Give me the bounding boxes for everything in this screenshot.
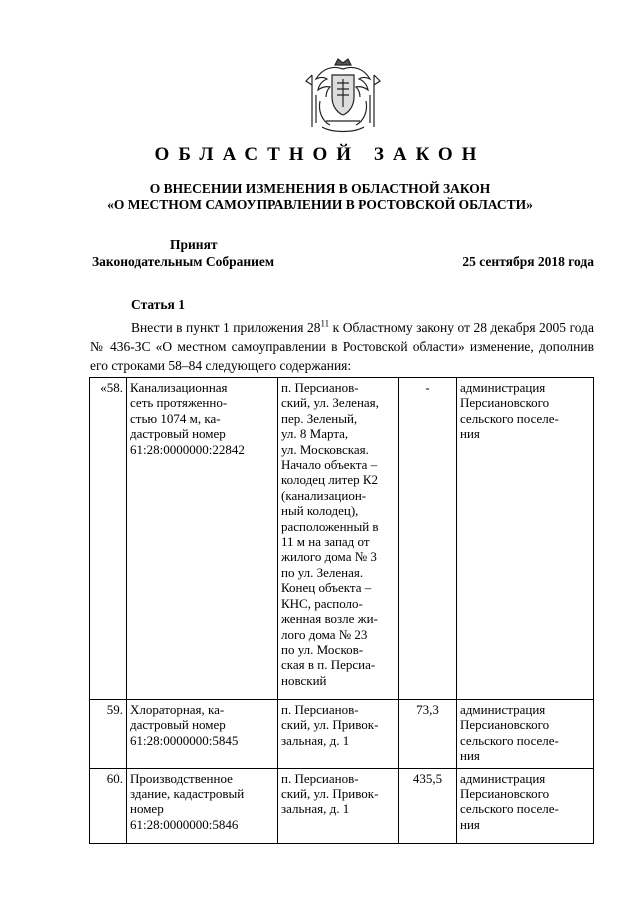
object-address-line: ский, ул. Привок- (281, 717, 379, 733)
law-title: ОБЛАСТНОЙ ЗАКОН (154, 144, 486, 165)
object-name (127, 378, 278, 700)
article-text-superscript: 11 (320, 318, 330, 329)
object-owner-line: ния (460, 426, 480, 442)
object-owner-line: Персиановского (460, 786, 550, 802)
adopted-by: Законодательным Собранием (92, 254, 275, 269)
adoption-date: 25 сентября 2018 года (462, 254, 594, 269)
object-address (278, 700, 399, 769)
object-address-line: по ул. Москов- (281, 641, 364, 657)
object-name (127, 700, 278, 769)
row-number: «58. (90, 378, 127, 700)
article-text-part: Внести в пункт 1 приложения 28 (131, 320, 321, 335)
coat-of-arms-icon (302, 55, 384, 137)
objects-table (89, 377, 594, 844)
object-name-line: 61:28:0000000:22842 (130, 441, 245, 457)
object-address-line: Начало объекта – (281, 457, 378, 473)
object-owner-line: Персиановского (460, 395, 550, 411)
object-owner-line: сельского поселе- (460, 732, 559, 748)
object-name-line: 61:28:0000000:5846 (130, 816, 239, 832)
object-address-line: п. Персианов- (281, 380, 359, 395)
object-address-line: ул. Московская. (281, 441, 369, 457)
adopted-label: Принят (170, 237, 218, 252)
object-address-line: (канализацион- (281, 487, 367, 503)
object-owner-line: сельского поселе- (460, 410, 559, 426)
object-address-line: ская в п. Персиа- (281, 657, 376, 673)
object-address-line: зальная, д. 1 (281, 801, 350, 817)
object-address-line: по ул. Зеленая. (281, 564, 364, 580)
object-owner-line: ния (460, 748, 480, 764)
object-area: 73,3 (399, 700, 457, 769)
object-area: - (399, 378, 457, 700)
object-address-line: колодец литер К2 (281, 472, 379, 488)
object-name-line: стью 1074 м, ка- (130, 410, 221, 426)
object-owner-line: администрация (460, 770, 546, 786)
object-address-line: расположенный в (281, 518, 379, 534)
object-address-line: женная возле жи- (281, 611, 378, 627)
object-address-line: зальная, д. 1 (281, 732, 350, 748)
object-owner (457, 700, 594, 769)
object-address-line: КНС, располо- (281, 595, 363, 611)
object-owner (457, 378, 594, 700)
object-address-line: новский (281, 672, 327, 688)
object-area: 435,5 (399, 768, 457, 843)
object-address-line: п. Персианов- (281, 770, 359, 786)
object-address-line: 11 м на запад от (281, 534, 370, 550)
object-address-line: ный колодец), (281, 503, 359, 519)
object-owner-line: Персиановского (460, 717, 550, 733)
subtitle-line: «О МЕСТНОМ САМОУПРАВЛЕНИИ В РОСТОВСКОЙ ОБЛАСТИ» (107, 197, 533, 212)
object-name-line: сеть протяженно- (130, 395, 228, 411)
table-row (90, 700, 594, 769)
object-owner-line: администрация (460, 702, 546, 717)
article-text-part: к Областному закону от 28 декабря 2005 года № 436-ЗС «О местном самоуправлении в Ростовской области» изменение, дополнив его строками 58–84 следующего содержания: (90, 320, 594, 373)
object-address-line: п. Персианов- (281, 702, 359, 717)
object-owner (457, 768, 594, 843)
object-address-line: пер. Зеленый, (281, 410, 358, 426)
row-number: 60. (90, 768, 127, 843)
object-owner-line: сельского поселе- (460, 801, 559, 817)
object-address-line: ский, ул. Привок- (281, 786, 379, 802)
object-name-line: Канализационная (130, 380, 228, 395)
table-row (90, 378, 594, 700)
article-text (90, 318, 594, 375)
object-name-line: Хлораторная, ка- (130, 702, 225, 717)
object-name-line: 61:28:0000000:5845 (130, 732, 239, 748)
object-name-line: Производственное (130, 770, 233, 786)
subtitle-line: О ВНЕСЕНИИ ИЗМЕНЕНИЯ В ОБЛАСТНОЙ ЗАКОН (149, 181, 491, 196)
object-owner-line: администрация (460, 380, 546, 395)
object-address-line: ул. 8 Марта, (281, 426, 349, 442)
object-address-line: ский, ул. Зеленая, (281, 395, 379, 411)
object-name (127, 768, 278, 843)
object-address-line: Конец объекта – (281, 580, 372, 596)
object-name-line: дастровый номер (130, 717, 226, 733)
object-owner-line: ния (460, 816, 480, 832)
law-subtitle (0, 181, 640, 213)
object-name-line: здание, кадастровый (130, 786, 245, 802)
object-address (278, 768, 399, 843)
object-address-line: лого дома № 23 (281, 626, 368, 642)
article-heading: Статья 1 (131, 297, 185, 312)
table-row (90, 768, 594, 843)
object-name-line: номер (130, 801, 164, 817)
object-address-line: жилого дома № 3 (281, 549, 377, 565)
object-name-line: дастровый номер (130, 426, 226, 442)
row-number: 59. (90, 700, 127, 769)
object-address (278, 378, 399, 700)
